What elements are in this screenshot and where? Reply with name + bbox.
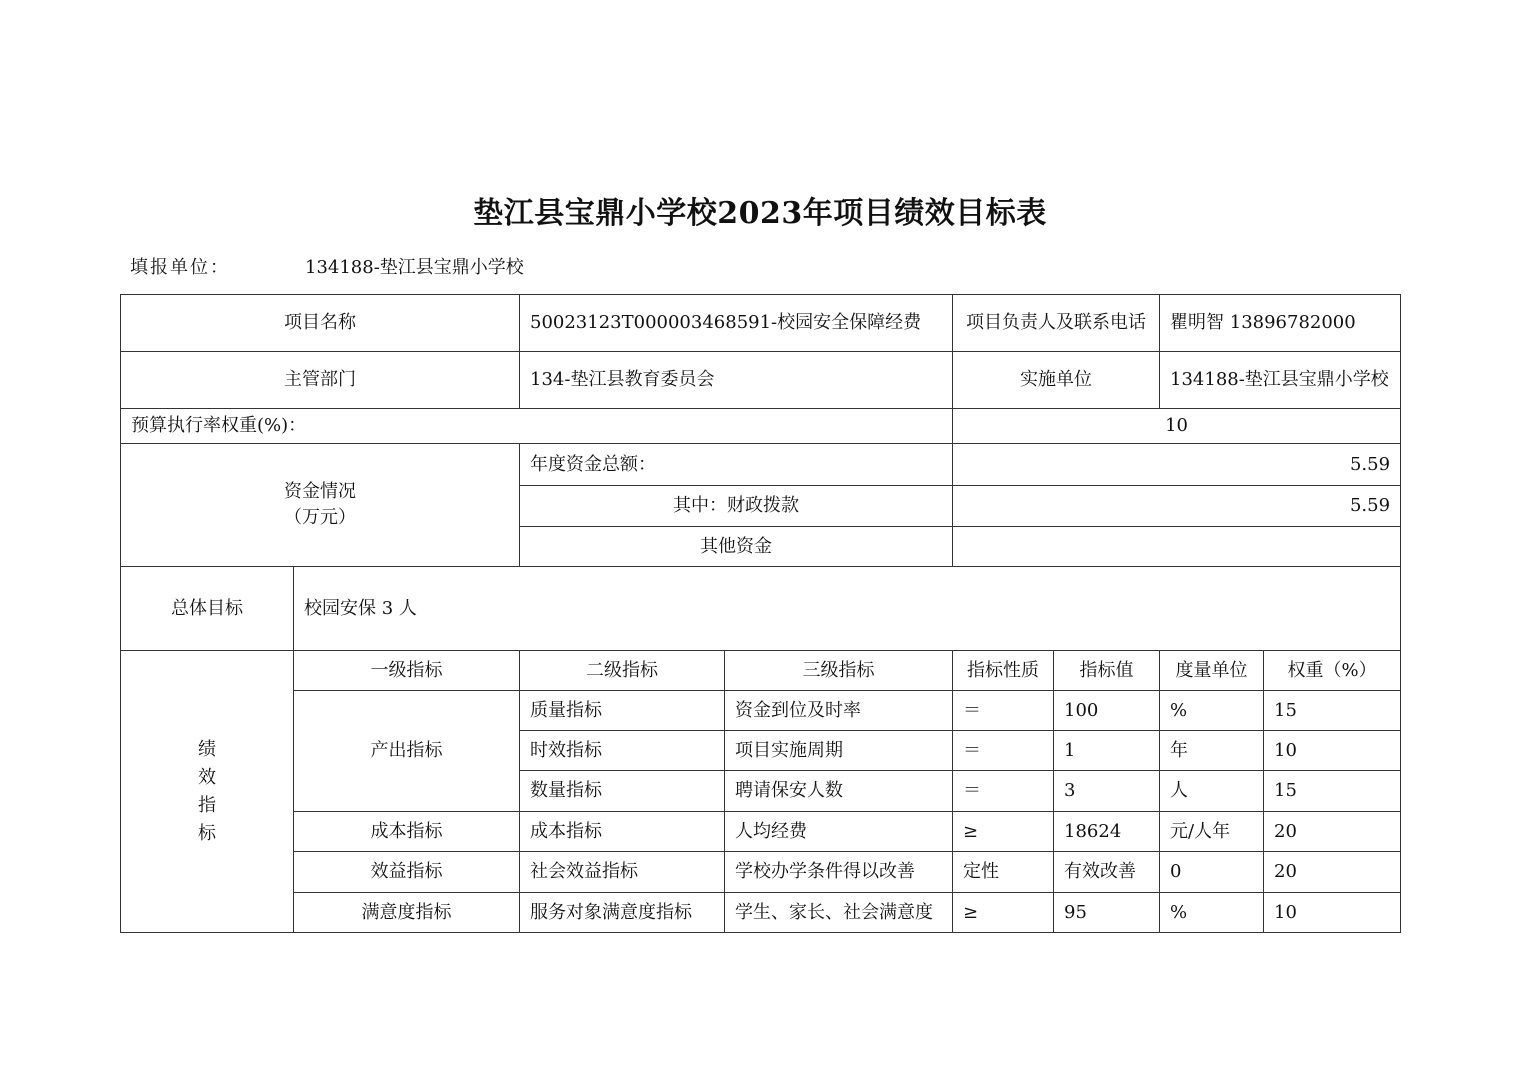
cell-nature: 定性: [953, 852, 1054, 893]
project-name-value: 50023123T000003468591-校园安全保障经费: [520, 295, 953, 352]
side-char: 效: [198, 766, 216, 788]
cell-unit: 0: [1160, 852, 1264, 893]
cell-unit: 元/人年: [1160, 812, 1264, 852]
funds-fiscal-label: 其中：财政拨款: [520, 486, 953, 527]
budget-weight-value: 10: [953, 409, 1401, 444]
cell-level3: 资金到位及时率: [725, 691, 953, 731]
cell-value: 18624: [1054, 812, 1160, 852]
header-level3: 三级指标: [725, 651, 953, 691]
funds-total-value: 5.59: [953, 444, 1401, 486]
side-char: 绩: [198, 738, 216, 760]
cell-level2: 数量指标: [520, 771, 725, 812]
project-manager-value: 瞿明智 13896782000: [1160, 295, 1401, 352]
budget-weight-label: 预算执行率权重(%)：: [121, 409, 953, 444]
table-row: [121, 567, 1401, 651]
header-unit: 度量单位: [1160, 651, 1264, 691]
cell-nature: ≥: [953, 812, 1054, 852]
fill-unit-label: 填报单位：: [130, 257, 230, 278]
impl-unit-label: 实施单位: [953, 352, 1160, 409]
cell-weight: 20: [1264, 812, 1401, 852]
cell-nature: ＝: [953, 691, 1054, 731]
header-value: 指标值: [1054, 651, 1160, 691]
funds-fiscal-value: 5.59: [953, 486, 1401, 527]
table-row: [121, 409, 1401, 444]
cell-level2: 社会效益指标: [520, 852, 725, 893]
header-nature: 指标性质: [953, 651, 1054, 691]
cell-level3: 学生、家长、社会满意度: [725, 893, 953, 933]
funds-total-label: 年度资金总额：: [520, 444, 953, 486]
fill-unit-value: 134188-垫江县宝鼎小学校: [305, 257, 524, 278]
cell-value: 1: [1054, 731, 1160, 771]
cell-value: 100: [1054, 691, 1160, 731]
cell-level3: 项目实施周期: [725, 731, 953, 771]
project-name-label: 项目名称: [121, 295, 520, 352]
cell-nature: ≥: [953, 893, 1054, 933]
table-row: [121, 893, 1401, 933]
cell-level2: 时效指标: [520, 731, 725, 771]
cell-weight: 15: [1264, 691, 1401, 731]
header-level2: 二级指标: [520, 651, 725, 691]
dept-value: 134-垫江县教育委员会: [520, 352, 953, 409]
cell-level2: 成本指标: [520, 812, 725, 852]
cell-value: 有效改善: [1054, 852, 1160, 893]
side-char: 指: [198, 794, 216, 816]
table-row: [121, 444, 1401, 486]
page-title: 垫江县宝鼎小学校2023年项目绩效目标表: [473, 196, 1047, 231]
impl-unit-value: 134188-垫江县宝鼎小学校: [1160, 352, 1401, 409]
cell-value: 95: [1054, 893, 1160, 933]
fill-unit-row: [130, 253, 524, 279]
indicators-side-label: [121, 651, 294, 933]
cell-level3: 人均经费: [725, 812, 953, 852]
cell-level2: 质量指标: [520, 691, 725, 731]
cell-level3: 聘请保安人数: [725, 771, 953, 812]
cell-level1: 成本指标: [294, 812, 520, 852]
project-manager-label: 项目负责人及联系电话: [953, 295, 1160, 352]
table-row: [121, 812, 1401, 852]
cell-weight: 15: [1264, 771, 1401, 812]
cell-unit: 年: [1160, 731, 1264, 771]
performance-table: [120, 294, 1401, 933]
cell-level3: 学校办学条件得以改善: [725, 852, 953, 893]
header-level1: 一级指标: [294, 651, 520, 691]
cell-weight: 20: [1264, 852, 1401, 893]
cell-unit: %: [1160, 691, 1264, 731]
cell-nature: ＝: [953, 731, 1054, 771]
cell-weight: 10: [1264, 893, 1401, 933]
table-row: [121, 352, 1401, 409]
cell-nature: ＝: [953, 771, 1054, 812]
funds-other-value: [953, 527, 1401, 567]
cell-level2: 服务对象满意度指标: [520, 893, 725, 933]
header-weight: 权重（%）: [1264, 651, 1401, 691]
cell-level1: 满意度指标: [294, 893, 520, 933]
output-indicator-label: 产出指标: [294, 691, 520, 812]
cell-value: 3: [1054, 771, 1160, 812]
overall-goal-value: 校园安保 3 人: [294, 567, 1401, 651]
table-row: [121, 295, 1401, 352]
cell-unit: %: [1160, 893, 1264, 933]
cell-weight: 10: [1264, 731, 1401, 771]
funds-label-line1: 资金情况: [284, 481, 356, 502]
side-char: 标: [198, 822, 216, 844]
cell-level1: 效益指标: [294, 852, 520, 893]
table-row: [121, 852, 1401, 893]
funds-label: [121, 444, 520, 567]
table-row: [121, 691, 1401, 731]
funds-label-line2: （万元）: [284, 507, 356, 528]
table-row: [121, 651, 1401, 691]
funds-other-label: 其他资金: [520, 527, 953, 567]
dept-label: 主管部门: [121, 352, 520, 409]
overall-goal-label: 总体目标: [121, 567, 294, 651]
cell-unit: 人: [1160, 771, 1264, 812]
